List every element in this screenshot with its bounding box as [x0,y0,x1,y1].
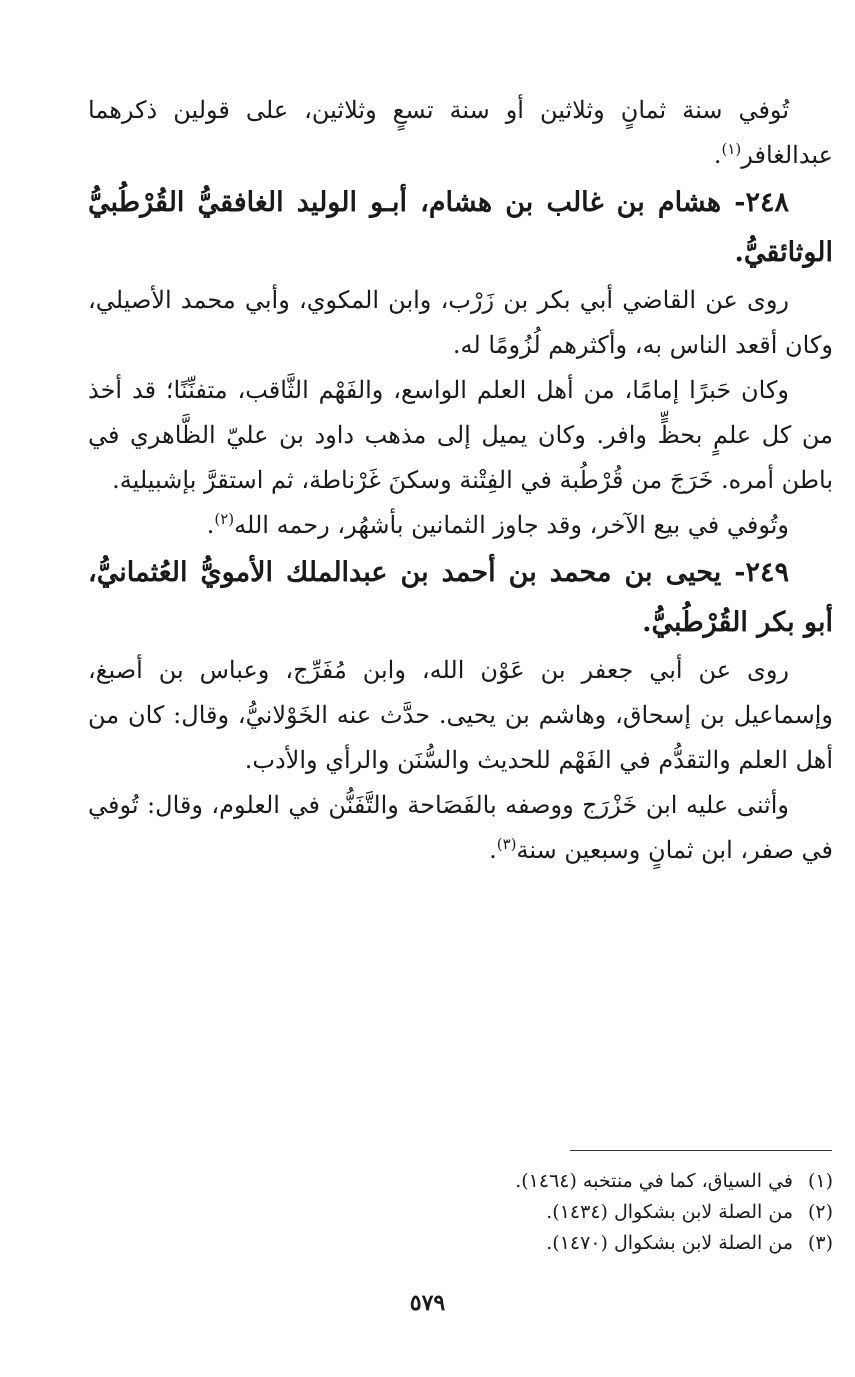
footnote-number: (٣) [807,1232,833,1254]
main-text [88,88,833,873]
entry-heading: ٢٤٨- هشام بن غالب بن هشام، أبـو الوليد الغافقيُّ القُرْطُبيُّ الوثائقيُّ. [88,187,833,268]
footnotes [88,1166,833,1259]
footnote [88,1166,833,1197]
footnote-number: (٢) [807,1201,833,1223]
footnote-divider [570,1150,832,1151]
paragraph: وكان حَبرًا إمامًا، من أهل العلم الواسع، والفَهْم الثَّاقب، متفنِّنًا؛ قد أخذ من كل علمٍ بحظٍّ وافر. وكان يميل إلى مذهب داود بن عليّ الظَّاهري في باطن أمره. خَرَجَ من قُرْطُبة في الفِتْنة وسكنَ غَرْناطة، ثم استقرَّ بإشبيلية. [88,376,833,494]
footnote-number: (١) [807,1170,833,1192]
footnote-text: من الصلة لابن بشكوال (١٤٧٠). [546,1232,793,1254]
page-number: ٥٧٩ [409,1290,446,1316]
footnote-text: في السياق، كما في منتخبه (١٤٦٤). [515,1170,793,1192]
paragraph: وتُوفي في بيع الآخر، وقد جاوز الثمانين بأشهُر، رحمه الله$^{(٢)}$. [206,510,789,539]
footnote [88,1228,833,1259]
paragraph: وأثنى عليه ابن خَزْرَج ووصفه بالفَصَاحة والتَّفَنُّن في العلوم، وقال: تُوفي في صفر، ابن ثمانٍ وسبعين سنة$^{(٣)}$. [88,791,833,864]
footnote-marker: (٢) [214,510,235,528]
footnote-marker: (١) [721,140,742,158]
entry-heading: ٢٤٩- يحيى بن محمد بن أحمد بن عبدالملك الأمويُّ العُثمانيُّ، أبو بكر القُرْطُبيُّ. [88,557,833,638]
footnote-marker: (٣) [496,835,517,853]
paragraph: روى عن القاضي أبي بكر بن زَرْب، وابن المكوي، وأبي محمد الأصيلي، وكان أقعد الناس به، وأكثرهم لُزُومًا له. [88,286,833,359]
footnote [88,1197,833,1228]
paragraph: تُوفي سنة ثمانٍ وثلاثين أو سنة تسعٍ وثلاثين، على قولين ذكرهما عبدالغافر$^{(١)}$. [88,96,833,169]
paragraph: روى عن أبي جعفر بن عَوْن الله، وابن مُفَرِّج، وعباس بن أصبغ، وإسماعيل بن إسحاق، وهاشم بن يحيى. حدَّث عنه الخَوْلانيُّ، وقال: كان من أهل العلم والتقدُّم في الفَهْم للحديث والسُّنَن والرأي والأدب. [88,656,833,774]
footnote-text: من الصلة لابن بشكوال (١٤٣٤). [546,1201,793,1223]
